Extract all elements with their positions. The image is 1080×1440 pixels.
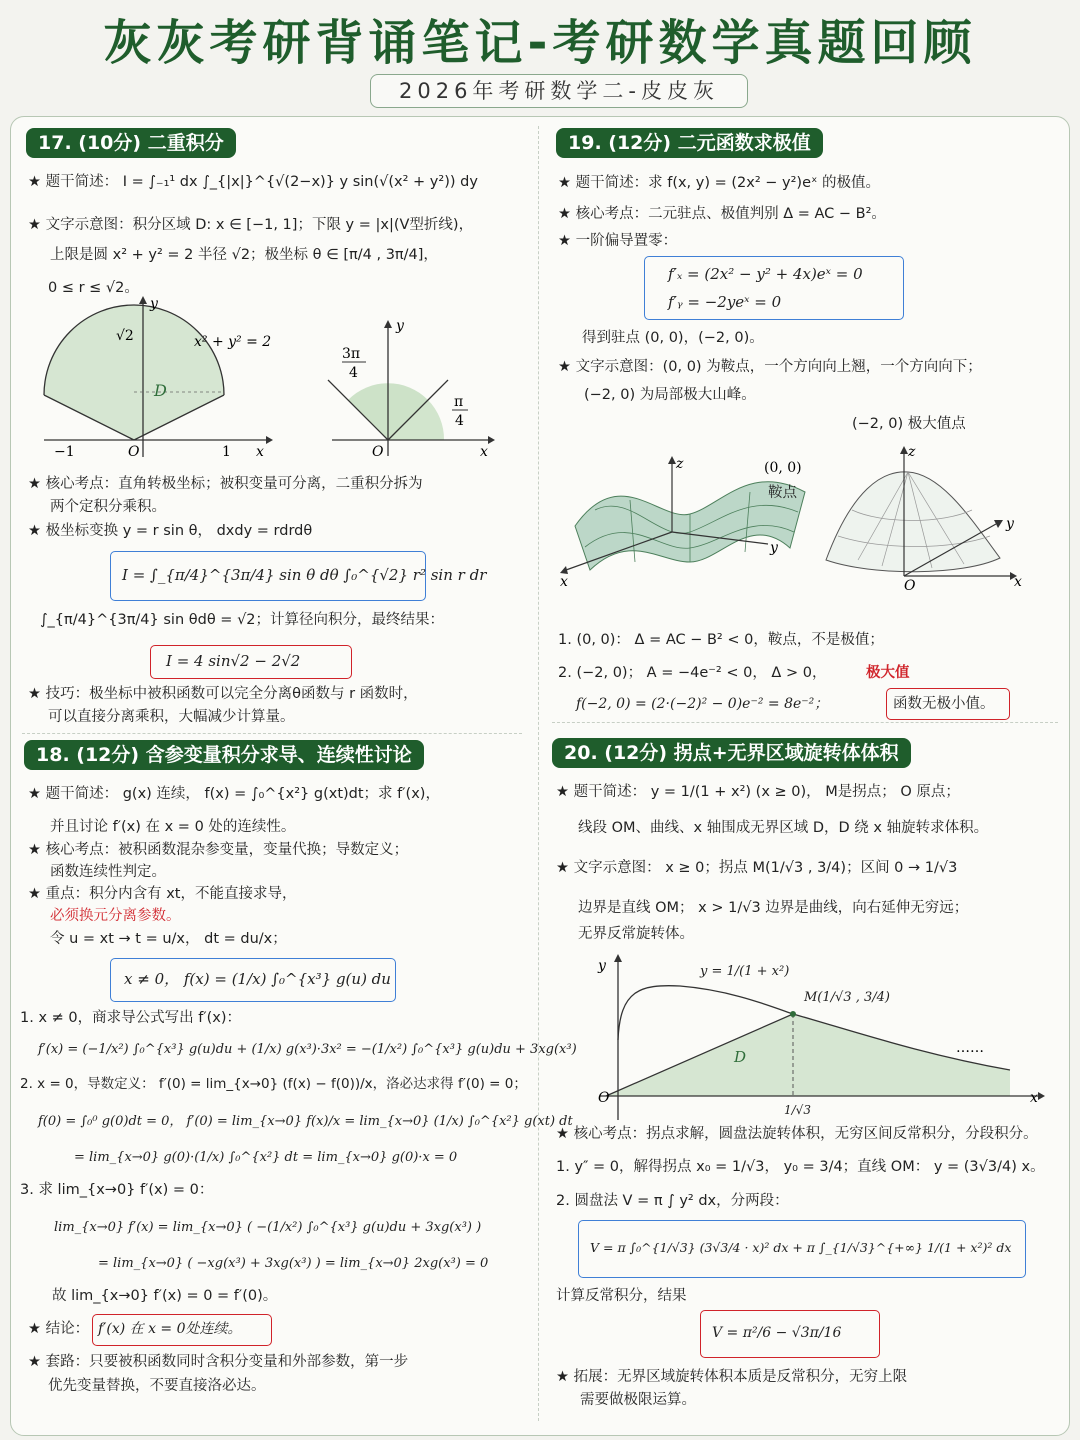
column-divider xyxy=(538,126,539,1421)
q18-focus-2: 必须换元分离参数。 xyxy=(50,908,181,924)
q19-heading: 19. (12分) 二元函数求极值 xyxy=(556,128,823,158)
q17-fig1-d-label: D xyxy=(154,381,167,400)
q17-fig1-one: 1 xyxy=(222,444,231,460)
q18-step-3-formula-a: lim_{x→0} f′(x) = lim_{x→0} ( −(1/x²) ∫₀^{x³} g(u)du + 3xg(x³) ) xyxy=(54,1220,482,1235)
q17-fig1-sqrt2-label: √2 xyxy=(116,328,134,344)
q18-substitution: 令 u = xt → t = u/x， dt = du/x； xyxy=(50,931,287,947)
q18-conclusion-label: ★ 结论： xyxy=(28,1321,90,1337)
q19-saddle-x: x xyxy=(560,574,568,590)
q17-fig2-x-label: x xyxy=(480,444,488,460)
q20-key-point: ★ 核心考点：拐点求解，圆盘法旋转体积，无穷区间反常积分，分段积分。 xyxy=(556,1126,1038,1142)
q20-stem-2: 线段 OM、曲线、x 轴围成无界区域 D，D 绕 x 轴旋转求体积。 xyxy=(578,820,989,836)
q20-fig-dots: …… xyxy=(956,1040,984,1056)
q17-diagram-text-1: ★ 文字示意图：积分区域 D: x ∈ [−1, 1]；下限 y = |x|(V型折线)， xyxy=(28,217,474,233)
q20-stem-1: ★ 题干简述： y = 1/(1 + x²) (x ≥ 0)， M是拐点； O 原点； xyxy=(556,784,960,800)
q17-diagram-text-3: 0 ≤ r ≤ √2。 xyxy=(48,280,139,296)
q17-fig2-origin: O xyxy=(372,444,384,460)
q20-fig-origin: O xyxy=(598,1090,610,1106)
q19-no-min: 函数无极小值。 xyxy=(893,696,995,712)
q17-theta-integral: ∫_{π/4}^{3π/4} sin θdθ = √2；计算径向积分，最终结果： xyxy=(40,612,445,628)
q17-fig2-pi-den: 4 xyxy=(455,413,464,429)
q19-analysis-2-max: 极大值 xyxy=(866,665,910,681)
q20-fig-equation: y = 1/(1 + x²) xyxy=(700,964,790,979)
q17-fig1-minus1: −1 xyxy=(54,444,75,460)
page-subtitle: 2026年考研数学二-皮皮灰 xyxy=(370,74,748,108)
q17-result: I = 4 sin√2 − 2√2 xyxy=(166,652,301,670)
q17-tip-2: 可以直接分离乘积，大幅减少计算量。 xyxy=(48,709,295,725)
q17-polar-transform: ★ 极坐标变换 y = r sin θ， dxdy = rdrdθ xyxy=(28,523,313,539)
q19-saddle-y: y xyxy=(770,540,778,556)
q18-step-1-formula: f′(x) = (−1/x²) ∫₀^{x³} g(u)du + (1/x) g(x³)·3x² = −(1/x²) ∫₀^{x³} g(u)du + 3xg(x³) xyxy=(38,1042,577,1057)
page-title: 灰灰考研背诵笔记-考研数学真题回顾 xyxy=(103,15,977,71)
q19-saddle-point: (0, 0) xyxy=(764,460,802,476)
q18-routine-1: ★ 套路：只要被积函数同时含积分变量和外部参数，第一步 xyxy=(28,1354,409,1370)
q17-fig2-y-label: y xyxy=(396,318,404,334)
q19-max-y: y xyxy=(1006,516,1014,532)
q18-step-3-conclusion: 故 lim_{x→0} f′(x) = 0 = f′(0)。 xyxy=(52,1288,278,1304)
q19-diagram-text-2: (−2, 0) 为局部极大山峰。 xyxy=(584,387,756,403)
q20-curve-figure xyxy=(590,950,1050,1122)
q19-saddle-z: z xyxy=(676,456,684,472)
q17-fig2-3pi: 3π xyxy=(342,346,361,362)
q19-key-point: ★ 核心考点：二元驻点、极值判别 Δ = AC − B²。 xyxy=(558,206,886,222)
section-divider-right xyxy=(552,722,1058,723)
q19-fy: f′ᵧ = −2yeˣ = 0 xyxy=(668,293,782,311)
q17-fig2-pi: π xyxy=(454,394,464,410)
q18-stem-2: 并且讨论 f′(x) 在 x = 0 处的连续性。 xyxy=(50,819,296,835)
q17-heading: 17. (10分) 二重积分 xyxy=(26,128,236,158)
q17-fig1-circle-eq: x² + y² = 2 xyxy=(194,334,272,350)
q20-diagram-text-1: ★ 文字示意图： x ≥ 0；拐点 M(1/√3 , 3/4)；区间 0 → 1/√3 xyxy=(556,860,958,876)
q17-fig1-origin: O xyxy=(128,444,140,460)
q18-formula: x ≠ 0， f(x) = (1/x) ∫₀^{x³} g(u) du xyxy=(124,970,391,988)
q18-key-point-2: 函数连续性判定。 xyxy=(50,864,166,880)
q18-routine-2: 优先变量替换，不要直接洛必达。 xyxy=(48,1378,266,1394)
q19-diagram-text-1: ★ 文字示意图：(0, 0) 为鞍点，一个方向向上翘，一个方向向下； xyxy=(558,359,982,375)
q17-angle-figure xyxy=(322,314,502,462)
q18-step-3: 3. 求 lim_{x→0} f′(x) = 0： xyxy=(20,1182,214,1198)
q19-stem: ★ 题干简述：求 f(x, y) = (2x² − y²)eˣ 的极值。 xyxy=(558,175,881,191)
q17-tip-1: ★ 技巧：极坐标中被积函数可以完全分离θ函数与 r 函数时， xyxy=(28,686,418,702)
q20-extension-2: 需要做极限运算。 xyxy=(580,1392,696,1408)
q17-stem: ★ 题干简述： I = ∫₋₁¹ dx ∫_{|x|}^{√(2−x)} y sin(√(x² + y²)) dy xyxy=(28,174,478,190)
q20-fig-d: D xyxy=(734,1048,747,1066)
q20-step-2: 2. 圆盘法 V = π ∫ y² dx，分两段： xyxy=(556,1193,789,1209)
q17-formula-integral: I = ∫_{π/4}^{3π/4} sin θ dθ ∫₀^{√2} r² sin r dr xyxy=(122,566,487,584)
q18-step-1: 1. x ≠ 0，商求导公式写出 f′(x)： xyxy=(20,1010,242,1026)
q19-first-derivative: ★ 一阶偏导置零： xyxy=(558,233,678,249)
q19-max-label: (−2, 0) 极大值点 xyxy=(852,416,966,432)
q19-fx: f′ₓ = (2x² − y² + 4x)eˣ = 0 xyxy=(668,265,863,283)
q18-step-2: 2. x = 0，导数定义： f′(0) = lim_{x→0} (f(x) − f(0))/x，洛必达求得 f′(0) = 0； xyxy=(20,1076,527,1092)
q19-analysis-1: 1. (0, 0)： Δ = AC − B² < 0，鞍点，不是极值； xyxy=(558,632,884,648)
q20-result: V = π²/6 − √3π/16 xyxy=(712,1325,842,1341)
q17-diagram-text-2: 上限是圆 x² + y² = 2 半径 √2；极坐标 θ ∈ [π/4 , 3π/4]， xyxy=(50,247,438,263)
q20-improper-note: 计算反常积分，结果 xyxy=(556,1288,687,1304)
q17-fig1-x-label: x xyxy=(256,444,264,460)
q18-key-point-1: ★ 核心考点：被积函数混杂参变量，变量代换；导数定义； xyxy=(28,842,409,858)
q20-fig-y: y xyxy=(598,958,606,974)
q20-heading: 20. (12分) 拐点+无界区域旋转体体积 xyxy=(552,738,911,768)
q18-stem-1: ★ 题干简述： g(x) 连续， f(x) = ∫₀^{x²} g(xt)dt；求 f′(x)， xyxy=(28,786,440,802)
q17-region-figure xyxy=(30,292,280,462)
q18-focus-1: ★ 重点：积分内含有 xt，不能直接求导， xyxy=(28,886,297,902)
q17-fig2-3pi-den: 4 xyxy=(349,365,358,381)
q18-step-3-formula-b: = lim_{x→0} ( −xg(x³) + 3xg(x³) ) = lim_{x→0} 2xg(x³) = 0 xyxy=(98,1256,489,1271)
q18-conclusion: f′(x) 在 x = 0处连续。 xyxy=(98,1321,242,1337)
q20-extension-1: ★ 拓展：无界区域旋转体积本质是反常积分，无穷上限 xyxy=(556,1369,908,1385)
q18-step-2-formula-a: f(0) = ∫₀⁰ g(0)dt = 0， f′(0) = lim_{x→0} f(x)/x = lim_{x→0} (1/x) ∫₀^{x²} g(xt) dt xyxy=(38,1114,573,1129)
q18-heading: 18. (12分) 含参变量积分求导、连续性讨论 xyxy=(24,740,424,770)
q20-volume-formula: V = π ∫₀^{1/√3} (3√3/4 · x)² dx + π ∫_{1/√3}^{+∞} 1/(1 + x²)² dx xyxy=(590,1240,1012,1255)
q20-fig-tick: 1/√3 xyxy=(784,1103,811,1117)
q19-max-z: z xyxy=(908,444,916,460)
q17-fig1-y-label: y xyxy=(150,296,158,312)
q17-key-point-2: 两个定积分乘积。 xyxy=(50,499,166,515)
q19-max-x: x xyxy=(1014,574,1022,590)
q20-step-1: 1. y″ = 0，解得拐点 x₀ = 1/√3， y₀ = 3/4；直线 OM： y = (3√3/4) x。 xyxy=(556,1159,1045,1175)
q19-max-origin: O xyxy=(904,578,916,594)
q19-analysis-2: 2. (−2, 0)； A = −4e⁻² < 0， Δ > 0， xyxy=(558,665,827,681)
q18-step-2-formula-b: = lim_{x→0} g(0)·(1/x) ∫₀^{x²} dt = lim_{x→0} g(0)·x = 0 xyxy=(74,1150,458,1165)
q20-diagram-text-3: 无界反常旋转体。 xyxy=(578,926,694,942)
q17-key-point-1: ★ 核心考点：直角转极坐标；被积变量可分离，二重积分拆为 xyxy=(28,476,423,492)
q19-saddle-label: 鞍点 xyxy=(768,485,797,501)
section-divider-left xyxy=(22,733,522,734)
q19-critical-points: 得到驻点 (0, 0)，(−2, 0)。 xyxy=(582,330,764,346)
q19-max-value: f(−2, 0) = (2·(−2)² − 0)e⁻² = 8e⁻²； xyxy=(576,696,829,712)
q19-max-figure xyxy=(812,440,1042,595)
q19-saddle-figure xyxy=(550,452,820,592)
q20-fig-point-m: M(1/√3 , 3/4) xyxy=(804,990,890,1005)
q20-diagram-text-2: 边界是直线 OM； x > 1/√3 边界是曲线，向右延伸无穷远； xyxy=(578,900,969,916)
q20-fig-x: x xyxy=(1030,1090,1038,1106)
